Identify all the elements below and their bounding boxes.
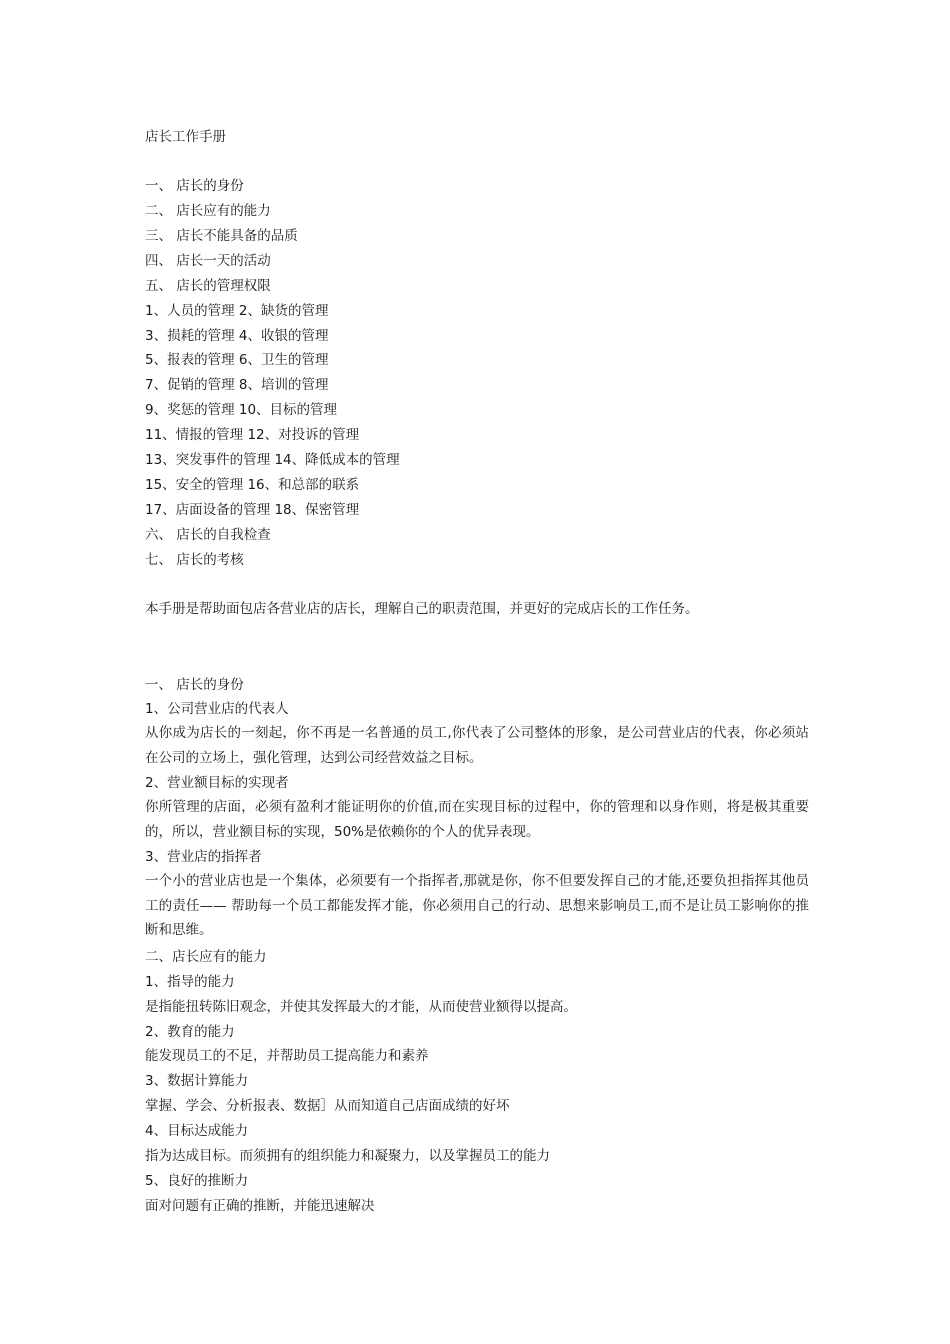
item-body: 掌握、学会、分析报表、数据］从而知道自己店面成绩的好坏 xyxy=(145,1098,510,1114)
section-heading: 二、店长应有的能力 xyxy=(145,949,267,965)
toc-item: 四、 店长一天的活动 xyxy=(145,253,271,269)
item-body: 是指能扭转陈旧观念，并使其发挥最大的才能，从而使营业额得以提高。 xyxy=(145,999,577,1015)
item-title: 1、公司营业店的代表人 xyxy=(145,701,289,717)
item-body: 一个小的营业店也是一个集体，必须要有一个指挥者,那就是你，你不但要发挥自己的才能,还要负担指挥其他员工的责任—— 帮助每一个员工都能发挥才能，你必须用自己的行动、思想来影响员工,而不是让员工影响你的推断和思维。 xyxy=(145,873,809,939)
item-body: 面对问题有正确的推断，并能迅速解决 xyxy=(145,1198,375,1214)
item-body: 从你成为店长的一刻起，你不再是一名普通的员工,你代表了公司整体的形象，是公司营业店的代表，你必须站在公司的立场上，强化管理，达到公司经营效益之目标。 xyxy=(145,725,809,766)
toc-item: 五、 店长的管理权限 xyxy=(145,278,271,294)
item-title: 1、指导的能力 xyxy=(145,974,235,990)
item-title: 2、营业额目标的实现者 xyxy=(145,775,289,791)
item-title: 3、营业店的指挥者 xyxy=(145,849,262,865)
item-title: 4、目标达成能力 xyxy=(145,1123,249,1139)
item-body: 你所管理的店面，必须有盈利才能证明你的价值,而在实现目标的过程中，你的管理和以身作则，将是极其重要的，所以，营业额目标的实现，50%是依赖你的个人的优异表现。 xyxy=(145,799,809,840)
intro-paragraph: 本手册是帮助面包店各营业店的店长，理解自己的职责范围，并更好的完成店长的工作任务。 xyxy=(145,601,699,617)
toc-item: 15、安全的管理 16、和总部的联系 xyxy=(145,477,360,493)
toc-item: 3、损耗的管理 4、收银的管理 xyxy=(145,328,329,344)
toc-item: 5、报表的管理 6、卫生的管理 xyxy=(145,352,329,368)
item-title: 2、教育的能力 xyxy=(145,1024,235,1040)
item-body: 能发现员工的不足，并帮助员工提高能力和素养 xyxy=(145,1048,429,1064)
item-body: 指为达成目标。而须拥有的组织能力和凝聚力，以及掌握员工的能力 xyxy=(145,1148,550,1164)
toc-item: 1、人员的管理 2、缺货的管理 xyxy=(145,303,329,319)
toc-item: 17、店面设备的管理 18、保密管理 xyxy=(145,502,360,518)
toc-item: 二、 店长应有的能力 xyxy=(145,203,271,219)
toc-item: 三、 店长不能具备的品质 xyxy=(145,228,298,244)
toc-item: 11、情报的管理 12、对投诉的管理 xyxy=(145,427,360,443)
toc-item: 六、 店长的自我检查 xyxy=(145,527,271,543)
document-title: 店长工作手册 xyxy=(145,129,226,145)
item-title: 5、良好的推断力 xyxy=(145,1173,249,1189)
toc-item: 7、促销的管理 8、培训的管理 xyxy=(145,377,329,393)
toc-item: 一、 店长的身份 xyxy=(145,178,244,194)
item-title: 3、数据计算能力 xyxy=(145,1073,249,1089)
section-heading: 一、 店长的身份 xyxy=(145,677,244,693)
toc-item: 七、 店长的考核 xyxy=(145,552,244,568)
toc-item: 13、突发事件的管理 14、降低成本的管理 xyxy=(145,452,400,468)
toc-item: 9、奖惩的管理 10、目标的管理 xyxy=(145,402,338,418)
